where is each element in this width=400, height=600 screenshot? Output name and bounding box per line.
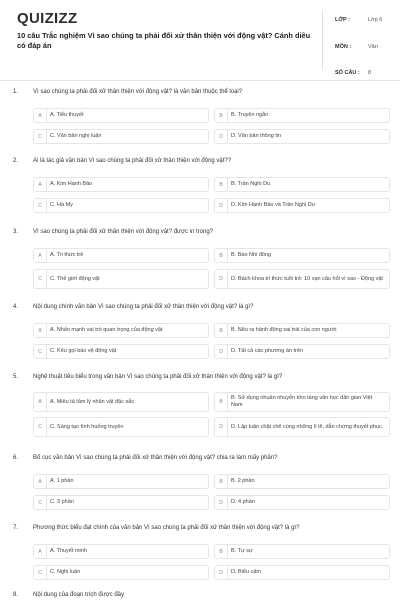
option-text: B. Sử dụng nhuần nhuyễn kho tàng văn học dân gian Việt Nam <box>231 395 373 408</box>
option-text: A. Tri thức trẻ <box>50 252 84 258</box>
question-number: 5. <box>13 374 19 380</box>
option-a[interactable] <box>33 248 209 263</box>
question-text: Ai là tác giả văn bản Vì sao chúng ta phải đối xử thân thiện với động vật?? <box>33 158 232 164</box>
option-letter: A <box>34 324 47 337</box>
option-letter: D <box>215 199 228 212</box>
option-text: C. Nghị luận <box>50 569 81 575</box>
question-number: 3. <box>13 229 19 235</box>
option-d[interactable] <box>214 417 390 437</box>
option-letter: A <box>34 545 47 558</box>
option-letter: B <box>215 109 228 122</box>
option-a[interactable] <box>33 544 209 559</box>
option-b[interactable] <box>214 474 390 489</box>
option-text: A. 1 phần <box>50 478 74 484</box>
subject-value: Văn <box>368 44 378 50</box>
option-text: D. 4 phần <box>231 499 255 505</box>
option-text: C. Thế giới động vật <box>50 275 100 282</box>
quizizz-logo: QUIZIZZ <box>17 10 78 27</box>
option-letter: D <box>215 345 228 358</box>
option-text: C. Hà My <box>50 202 73 208</box>
option-d[interactable] <box>214 129 390 144</box>
option-letter: A <box>34 475 47 488</box>
option-letter: C <box>34 566 47 579</box>
option-letter: D <box>215 496 228 509</box>
option-b[interactable] <box>214 108 390 123</box>
option-text: C. Sáng tạo tình huống truyện <box>50 423 124 430</box>
option-text: B. Tự sự <box>231 548 253 554</box>
question-text: Nội dung chính văn bản Vì sao chúng ta phải đối xử thân thiện với động vật? là gì? <box>33 304 254 310</box>
option-text: C. Văn bản nghị luận <box>50 133 102 139</box>
question-text: Nội dung của đoạn trích được đây <box>33 592 125 598</box>
option-b[interactable] <box>214 392 390 412</box>
option-letter: B <box>215 545 228 558</box>
question-text: Nghệ thuật tiêu biểu trong văn bản Vì sao chúng ta phải đối xử thân thiện với động vật? là gì? <box>33 374 283 380</box>
option-text: B. 2 phần <box>231 478 255 484</box>
option-text: D. Biểu cảm <box>231 569 261 575</box>
option-text: D. Văn bản thông tin <box>231 133 282 139</box>
worksheet-title: 10 câu Trắc nghiệm Vì sao chúng ta phải đối xử thân thiện với động vật? Cánh diều có đáp án <box>17 31 311 50</box>
option-b[interactable] <box>214 248 390 263</box>
option-letter: C <box>34 418 47 436</box>
option-letter: C <box>34 270 47 288</box>
option-a[interactable] <box>33 392 209 412</box>
question-text: Bố cục văn bản Vì sao chúng ta phải đối xử thân thiện với động vật? chia ra làm mấy phần? <box>33 455 278 461</box>
option-letter: A <box>34 393 47 411</box>
option-text: B. Truyện ngắn <box>231 112 269 118</box>
option-b[interactable] <box>214 544 390 559</box>
option-text: B. Nêu ra hành động sai trái của con người <box>231 327 337 333</box>
option-text: B. Báo Nhi đồng <box>231 252 272 258</box>
option-text: B. Trần Nghị Du <box>231 181 271 187</box>
question-number: 4. <box>13 304 19 310</box>
meta-grade-row <box>335 14 395 32</box>
question-number: 8. <box>13 592 19 598</box>
option-a[interactable] <box>33 177 209 192</box>
option-a[interactable] <box>33 108 209 123</box>
option-a[interactable] <box>33 474 209 489</box>
option-letter: C <box>34 496 47 509</box>
option-d[interactable] <box>214 269 390 289</box>
worksheet-header <box>0 0 400 76</box>
subject-label: MÔN : <box>335 44 352 50</box>
option-letter: B <box>215 475 228 488</box>
option-letter: D <box>215 566 228 579</box>
option-letter: C <box>34 199 47 212</box>
option-letter: B <box>215 249 228 262</box>
meta-divider <box>322 10 323 70</box>
question-text: Phương thức biểu đạt chính của văn bản Vì sao chúng ta phải đối xử thân thiện với động vật? là gì? <box>33 525 300 531</box>
grade-value: Lớp 6 <box>368 17 383 23</box>
worksheet-meta <box>335 14 395 76</box>
option-text: C. 3 phần <box>50 499 74 505</box>
option-letter: D <box>215 130 228 143</box>
meta-subject-row <box>335 32 395 50</box>
option-c[interactable] <box>33 269 209 289</box>
option-text: D. Lập luận chặt chẽ cùng những lí lẽ, dẫn chứng thuyết phục. <box>231 423 384 430</box>
option-letter: B <box>215 393 228 411</box>
option-text: A. Nhấn mạnh vai trò quan trọng của động vật <box>50 327 163 333</box>
question-number: 6. <box>13 455 19 461</box>
option-b[interactable] <box>214 177 390 192</box>
option-letter: C <box>34 345 47 358</box>
option-letter: C <box>34 130 47 143</box>
option-letter: D <box>215 270 228 288</box>
option-letter: A <box>34 178 47 191</box>
question-number: 1. <box>13 89 19 95</box>
question-count-value: 8 <box>368 70 372 76</box>
option-a[interactable] <box>33 323 209 338</box>
meta-count-row <box>335 50 395 76</box>
question-text: Vì sao chúng ta phải đối xử thân thiện với động vật? được in trong? <box>33 229 214 235</box>
header-divider <box>0 80 400 81</box>
question-count-label: SỐ CÂU : <box>335 70 360 76</box>
option-c[interactable] <box>33 495 209 510</box>
question-number: 7. <box>13 525 19 531</box>
option-letter: A <box>34 249 47 262</box>
grade-label: LỚP : <box>335 17 350 23</box>
option-text: A. Miêu tả tâm lý nhân vật đặc sắc <box>50 398 135 405</box>
option-d[interactable] <box>214 198 390 213</box>
option-text: D. Bách khoa tri thức tuổi trẻ: 10 vạn câu hỏi vì sao - Động vật <box>231 275 383 282</box>
option-b[interactable] <box>214 323 390 338</box>
option-d[interactable] <box>214 495 390 510</box>
option-d[interactable] <box>214 344 390 359</box>
option-text: D. Tất cả các phương án trên <box>231 348 304 354</box>
option-text: A. Tiểu thuyết <box>50 112 84 118</box>
option-text: A. Thuyết minh <box>50 548 87 554</box>
option-c[interactable] <box>33 198 209 213</box>
option-c[interactable] <box>33 129 209 144</box>
option-d[interactable] <box>214 565 390 580</box>
option-letter: B <box>215 324 228 337</box>
option-letter: A <box>34 109 47 122</box>
option-text: C. Kêu gọi bảo vệ động vật <box>50 348 117 354</box>
question-number: 2. <box>13 158 19 164</box>
option-text: A. Kim Hạnh Bảo <box>50 181 93 187</box>
question-text: Vì sao chúng ta phải đối xử thân thiện với động vật? là văn bản thuộc thể loại? <box>33 89 243 95</box>
option-letter: B <box>215 178 228 191</box>
option-c[interactable] <box>33 417 209 437</box>
option-letter: D <box>215 418 228 436</box>
option-c[interactable] <box>33 565 209 580</box>
option-c[interactable] <box>33 344 209 359</box>
option-text: D. Kim Hạnh Bảo và Trần Nghị Du <box>231 202 315 208</box>
